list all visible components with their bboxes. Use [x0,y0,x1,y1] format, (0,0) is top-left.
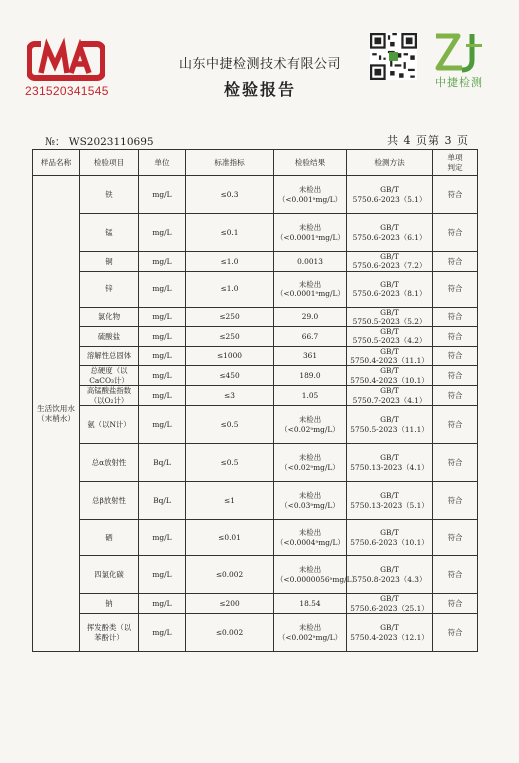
item-cell: 高锰酸盐指数 （以O₂计） [80,386,139,406]
standard-cell: ≤1000 [186,346,274,366]
table-row [33,594,478,614]
result-cell: 未检出 （<0.0000056ᵃmg/L） [274,556,347,594]
item-cell: 锰 [80,214,139,252]
result-cell: 未检出 （<0.0001ᵃmg/L） [274,271,347,307]
method-cell: GB/T 5750.5-2023（11.1） [347,406,433,444]
table-row [33,386,478,406]
standard-cell: ≤0.1 [186,214,274,252]
item-cell: 溶解性总固体 [80,346,139,366]
table-row [33,614,478,652]
verdict-cell: 符合 [433,327,478,347]
unit-cell: mg/L [139,327,186,347]
unit-cell: mg/L [139,271,186,307]
unit-cell: mg/L [139,556,186,594]
item-cell: 四氯化碳 [80,556,139,594]
result-cell: 29.0 [274,307,347,327]
brand-name: 中捷检测 [435,76,483,89]
method-cell: GB/T 5750.8-2023（4.3） [347,556,433,594]
result-cell: 361 [274,346,347,366]
unit-cell: mg/L [139,614,186,652]
standard-cell: ≤250 [186,307,274,327]
sample-name-cell: 生活饮用水 （末梢水） [33,176,80,652]
result-cell: 未检出 （<0.001ᵃmg/L） [274,176,347,214]
standard-cell: ≤0.5 [186,444,274,482]
standard-cell: ≤0.3 [186,176,274,214]
unit-cell: Bq/L [139,444,186,482]
header-method: 检测方法 [347,150,433,176]
method-cell: GB/T 5750.4-2023（10.1） [347,366,433,386]
method-cell: GB/T 5750.6-2023（6.1） [347,214,433,252]
standard-cell: ≤1.0 [186,271,274,307]
table-body [33,176,478,652]
table-row [33,444,478,482]
standard-cell: ≤0.01 [186,520,274,556]
standard-cell: ≤200 [186,594,274,614]
item-cell: 铜 [80,252,139,272]
item-cell: 硒 [80,520,139,556]
item-cell: 锌 [80,271,139,307]
cma-logo-icon [27,35,105,81]
item-cell: 钠 [80,594,139,614]
verdict-cell: 符合 [433,176,478,214]
table-row [33,176,478,214]
header-result: 检验结果 [274,150,347,176]
item-cell: 总β放射性 [80,482,139,520]
table-row [33,346,478,366]
verdict-cell: 符合 [433,556,478,594]
method-cell: GB/T 5750.6-2023（25.1） [347,594,433,614]
result-cell: 189.0 [274,366,347,386]
unit-cell: mg/L [139,346,186,366]
result-cell: 18.54 [274,594,347,614]
item-cell: 氯化物 [80,307,139,327]
header-item: 检验项目 [80,150,139,176]
method-cell: GB/T 5750.13-2023（5.1） [347,482,433,520]
unit-cell: mg/L [139,214,186,252]
item-cell: 氨（以N计） [80,406,139,444]
unit-cell: mg/L [139,594,186,614]
unit-cell: mg/L [139,252,186,272]
standard-cell: ≤450 [186,366,274,386]
method-cell: GB/T 5750.7-2023（4.1） [347,386,433,406]
verdict-cell: 符合 [433,346,478,366]
method-cell: GB/T 5750.4-2023（11.1） [347,346,433,366]
result-cell: 0.0013 [274,252,347,272]
item-cell: 总硬度（以 CaCO₃计） [80,366,139,386]
table-row [33,252,478,272]
verdict-cell: 符合 [433,214,478,252]
unit-cell: mg/L [139,366,186,386]
standard-cell: ≤250 [186,327,274,347]
method-cell: GB/T 5750.6-2023（8.1） [347,271,433,307]
standard-cell: ≤1.0 [186,252,274,272]
result-cell: 未检出 （<0.0004ᵃmg/L） [274,520,347,556]
unit-cell: mg/L [139,406,186,444]
cma-number: 231520341545 [25,84,109,98]
unit-cell: Bq/L [139,482,186,520]
verdict-cell: 符合 [433,366,478,386]
company-name: 山东中捷检测技术有限公司 [178,57,341,72]
verdict-cell: 符合 [433,614,478,652]
unit-cell: mg/L [139,307,186,327]
qr-code-icon [370,33,417,80]
method-cell: GB/T 5750.4-2023（12.1） [347,614,433,652]
table-row [33,214,478,252]
unit-cell: mg/L [139,176,186,214]
result-cell: 未检出 （<0.0001ᵃmg/L） [274,214,347,252]
table-row [33,482,478,520]
verdict-cell: 符合 [433,520,478,556]
verdict-cell: 符合 [433,594,478,614]
standard-cell: ≤0.5 [186,406,274,444]
item-cell: 总α放射性 [80,444,139,482]
verdict-cell: 符合 [433,307,478,327]
unit-cell: mg/L [139,520,186,556]
method-cell: GB/T 5750.5-2023（5.2） [347,307,433,327]
table-row [33,271,478,307]
table-row [33,327,478,347]
verdict-cell: 符合 [433,482,478,520]
table-row [33,520,478,556]
header-verdict: 单项 判定 [433,150,478,176]
table-header-row [33,150,478,176]
result-cell: 66.7 [274,327,347,347]
verdict-cell: 符合 [433,386,478,406]
verdict-cell: 符合 [433,406,478,444]
report-title: 检验报告 [223,80,296,99]
verdict-cell: 符合 [433,444,478,482]
verdict-cell: 符合 [433,252,478,272]
result-cell: 1.05 [274,386,347,406]
standard-cell: ≤0.002 [186,556,274,594]
item-cell: 挥发酚类（以 苯酚计） [80,614,139,652]
standard-cell: ≤3 [186,386,274,406]
result-cell: 未检出 （<0.02ᵃmg/L） [274,444,347,482]
header-sample-name: 样品名称 [33,150,80,176]
standard-cell: ≤0.002 [186,614,274,652]
inspection-table [32,149,478,652]
method-cell: GB/T 5750.6-2023（5.1） [347,176,433,214]
method-cell: GB/T 5750.5-2023（4.2） [347,327,433,347]
standard-cell: ≤1 [186,482,274,520]
verdict-cell: 符合 [433,271,478,307]
method-cell: GB/T 5750.6-2023（10.1） [347,520,433,556]
result-cell: 未检出 （<0.002ᵃmg/L） [274,614,347,652]
header-unit: 单位 [139,150,186,176]
result-cell: 未检出 （<0.02ᵃmg/L） [274,406,347,444]
table-row [33,366,478,386]
header-standard: 标准指标 [186,150,274,176]
table-row [33,307,478,327]
method-cell: GB/T 5750.6-2023（7.2） [347,252,433,272]
method-cell: GB/T 5750.13-2023（4.1） [347,444,433,482]
brand-logo-icon [432,30,484,74]
item-cell: 硫酸盐 [80,327,139,347]
page-info: 共 4 页第 3 页 [387,134,469,147]
table-row [33,406,478,444]
item-cell: 铁 [80,176,139,214]
unit-cell: mg/L [139,386,186,406]
table-row [33,556,478,594]
report-number: №： WS2023110695 [45,136,154,148]
result-cell: 未检出 （<0.03ᵃmg/L） [274,482,347,520]
